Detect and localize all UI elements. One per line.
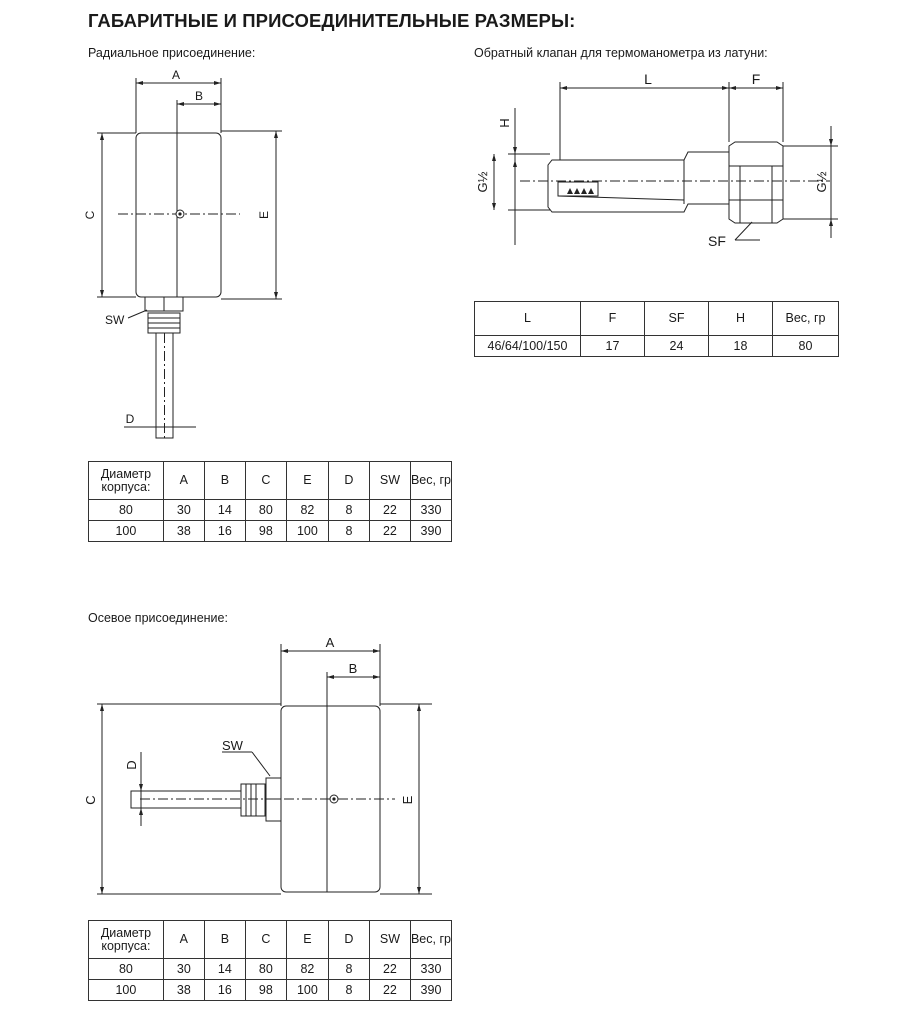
table-cell: 80 (773, 336, 839, 357)
table-cell: 330 (410, 959, 451, 980)
axial-thread (241, 784, 265, 816)
table-cell: 80 (245, 959, 286, 980)
table-header-cell: Вес, гр (773, 302, 839, 336)
radial-label-sw: SW (105, 313, 125, 327)
table-cell: 100 (286, 980, 328, 1001)
table-cell: 22 (369, 959, 410, 980)
valve-label-l: L (644, 71, 652, 87)
valve-label-f: F (751, 71, 761, 87)
table-header-cell: D (328, 462, 369, 500)
axial-label-c: C (83, 795, 98, 805)
table-cell: 98 (245, 521, 286, 542)
table-header-cell: B (204, 462, 245, 500)
table-row (89, 980, 452, 1001)
table-header-cell: SW (369, 921, 410, 959)
table-cell: 18 (709, 336, 773, 357)
table-header-cell: H (709, 302, 773, 336)
table-header-cell: SW (369, 462, 410, 500)
table-header-cell: C (245, 462, 286, 500)
table-header-cell: SF (645, 302, 709, 336)
table-row (89, 521, 452, 542)
table-row (475, 336, 839, 357)
table-cell: 390 (410, 980, 451, 1001)
table-cell: 14 (204, 959, 245, 980)
table-cell: 98 (245, 980, 286, 1001)
valve-label-h: H (497, 118, 512, 128)
table-cell: 38 (163, 521, 204, 542)
valve-dimensions-table (474, 301, 839, 357)
table-cell: 22 (369, 980, 410, 1001)
axial-dimensions-table (88, 920, 452, 1001)
table-header-cell: Диаметр корпуса: (89, 921, 164, 959)
table-cell: 100 (89, 980, 164, 1001)
axial-label-sw: SW (222, 738, 243, 753)
radial-label-a: A (171, 68, 181, 82)
table-row (89, 959, 452, 980)
table-cell: 38 (163, 980, 204, 1001)
table-cell: 46/64/100/150 (475, 336, 581, 357)
radial-caption: Радиальное присоединение: (88, 46, 256, 60)
table-header-row (475, 302, 839, 336)
radial-label-d: D (125, 412, 135, 426)
valve-label-g-left: G½ (475, 171, 490, 193)
table-cell: 390 (410, 521, 451, 542)
table-header-row (89, 921, 452, 959)
table-cell: 330 (410, 500, 451, 521)
axial-label-d: D (124, 760, 139, 770)
table-cell: 22 (369, 521, 410, 542)
table-header-cell: Диаметр корпуса: (89, 462, 164, 500)
table-header-cell: D (328, 921, 369, 959)
table-cell: 8 (328, 500, 369, 521)
axial-label-e: E (400, 795, 415, 805)
table-cell: 16 (204, 980, 245, 1001)
table-cell: 30 (163, 500, 204, 521)
radial-dimensions-table (88, 461, 452, 542)
table-cell: 80 (89, 959, 164, 980)
table-header-cell: E (286, 921, 328, 959)
radial-label-b: B (194, 89, 204, 103)
axial-label-a: A (325, 635, 335, 650)
table-header-cell: B (204, 921, 245, 959)
valve-label-g-right: G½ (814, 171, 829, 193)
radial-label-c: C (83, 210, 97, 220)
table-header-cell: E (286, 462, 328, 500)
table-cell: 22 (369, 500, 410, 521)
table-header-cell: F (581, 302, 645, 336)
table-cell: 17 (581, 336, 645, 357)
axial-caption: Осевое присоединение: (88, 611, 228, 625)
table-cell: 30 (163, 959, 204, 980)
table-cell: 14 (204, 500, 245, 521)
table-cell: 16 (204, 521, 245, 542)
table-cell: 8 (328, 521, 369, 542)
table-header-cell: C (245, 921, 286, 959)
table-cell: 80 (89, 500, 164, 521)
table-cell: 100 (89, 521, 164, 542)
table-header-cell: A (163, 921, 204, 959)
table-cell: 8 (328, 959, 369, 980)
table-cell: 82 (286, 500, 328, 521)
table-header-cell: L (475, 302, 581, 336)
table-cell: 82 (286, 959, 328, 980)
valve-label-sf: SF (708, 233, 726, 249)
table-header-cell: A (163, 462, 204, 500)
table-cell: 80 (245, 500, 286, 521)
table-row (89, 500, 452, 521)
axial-label-b: B (348, 661, 358, 676)
table-header-row (89, 462, 452, 500)
valve-caption: Обратный клапан для термоманометра из латуни: (474, 46, 768, 60)
table-cell: 8 (328, 980, 369, 1001)
page-title: ГАБАРИТНЫЕ И ПРИСОЕДИНИТЕЛЬНЫЕ РАЗМЕРЫ: (88, 10, 576, 31)
table-header-cell: Вес, гр (410, 921, 451, 959)
radial-label-e: E (257, 210, 271, 220)
table-cell: 24 (645, 336, 709, 357)
axial-sw-leader (252, 752, 270, 776)
table-cell: 100 (286, 521, 328, 542)
table-header-cell: Вес, гр (410, 462, 451, 500)
